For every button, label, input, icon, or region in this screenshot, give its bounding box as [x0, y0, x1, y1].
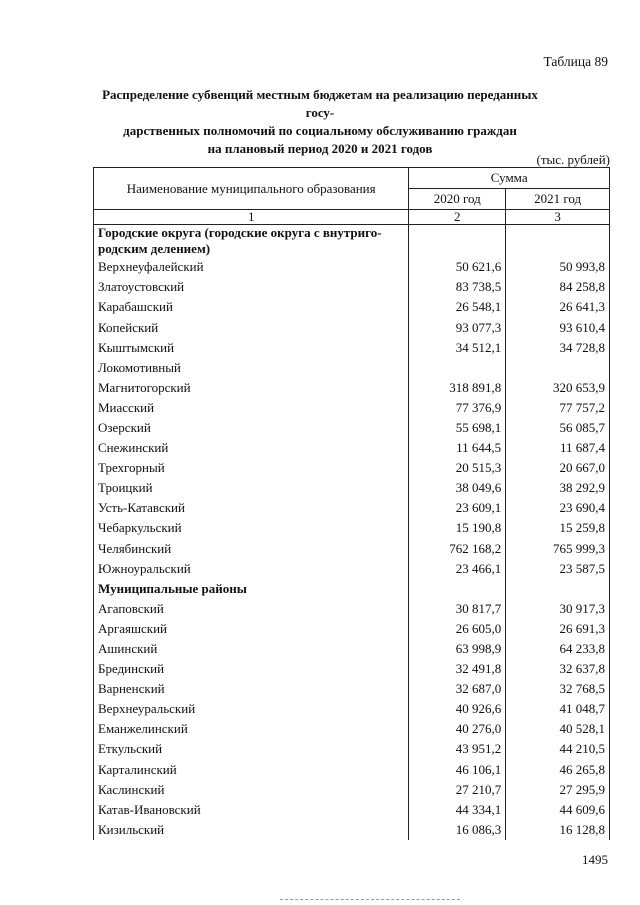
municipality-name: Златоустовский — [94, 277, 409, 297]
amount-2020: 20 515,3 — [409, 458, 506, 478]
municipality-name: Магнитогорский — [94, 378, 409, 398]
table-row — [94, 659, 610, 679]
amount-2020: 32 491,8 — [409, 659, 506, 679]
table-row — [94, 559, 610, 579]
amount-2021: 40 528,1 — [506, 719, 610, 739]
table-row — [94, 498, 610, 518]
table-row — [94, 297, 610, 317]
amount-2021: 26 641,3 — [506, 297, 610, 317]
table-row — [94, 277, 610, 297]
amount-2021: 56 085,7 — [506, 418, 610, 438]
municipality-name: Челябинский — [94, 539, 409, 559]
amount-2020 — [409, 579, 506, 599]
amount-2021: 50 993,8 — [506, 257, 610, 277]
amount-2020: 30 817,7 — [409, 599, 506, 619]
amount-2021: 765 999,3 — [506, 539, 610, 559]
table-row — [94, 719, 610, 739]
amount-2020: 77 376,9 — [409, 398, 506, 418]
header-sum: Сумма — [409, 168, 610, 189]
municipality-name: Верхнеуфалейский — [94, 257, 409, 277]
column-number: 3 — [506, 210, 610, 225]
amount-2020: 762 168,2 — [409, 539, 506, 559]
amount-2020: 50 621,6 — [409, 257, 506, 277]
municipality-name: Карталинский — [94, 760, 409, 780]
amount-2021: 320 653,9 — [506, 378, 610, 398]
amount-2020: 23 609,1 — [409, 498, 506, 518]
amount-2021: 20 667,0 — [506, 458, 610, 478]
amount-2020 — [409, 225, 506, 258]
table-row — [94, 317, 610, 337]
header-name-column: Наименование муниципального образования — [94, 168, 409, 210]
amount-2021: 23 690,4 — [506, 498, 610, 518]
amount-2020: 43 951,2 — [409, 739, 506, 759]
municipality-name: Карабашский — [94, 297, 409, 317]
municipality-name: Варненский — [94, 679, 409, 699]
municipality-name: Брединский — [94, 659, 409, 679]
amount-2021: 26 691,3 — [506, 619, 610, 639]
amount-2021: 32 637,8 — [506, 659, 610, 679]
amount-2021 — [506, 225, 610, 258]
units-label: (тыс. рублей) — [536, 152, 610, 167]
amount-2020: 83 738,5 — [409, 277, 506, 297]
table-row — [94, 338, 610, 358]
amount-2020: 46 106,1 — [409, 760, 506, 780]
header-year-2020: 2020 год — [409, 189, 506, 210]
amount-2021: 64 233,8 — [506, 639, 610, 659]
amount-2021: 44 609,6 — [506, 800, 610, 820]
table-row — [94, 257, 610, 277]
amount-2020: 93 077,3 — [409, 317, 506, 337]
table-row — [94, 599, 610, 619]
amount-2020 — [409, 358, 506, 378]
amount-2020: 63 998,9 — [409, 639, 506, 659]
title-line: на плановый период 2020 и 2021 годов — [207, 141, 433, 156]
column-number: 2 — [409, 210, 506, 225]
amount-2021: 93 610,4 — [506, 317, 610, 337]
municipality-name: Усть-Катавский — [94, 498, 409, 518]
table-row — [94, 639, 610, 659]
amount-2020: 40 926,6 — [409, 699, 506, 719]
municipality-name: Еткульский — [94, 739, 409, 759]
table-row — [94, 398, 610, 418]
amount-2021: 16 128,8 — [506, 820, 610, 840]
municipality-name: Миасский — [94, 398, 409, 418]
municipality-name: Каслинский — [94, 780, 409, 800]
amount-2021: 38 292,9 — [506, 478, 610, 498]
municipality-name: Копейский — [94, 317, 409, 337]
table-row — [94, 418, 610, 438]
amount-2021: 15 259,8 — [506, 518, 610, 538]
section-row — [94, 579, 610, 599]
municipality-name: Озерский — [94, 418, 409, 438]
amount-2020: 11 644,5 — [409, 438, 506, 458]
municipality-name: Южноуральский — [94, 559, 409, 579]
municipality-name: Кизильский — [94, 820, 409, 840]
table-row — [94, 478, 610, 498]
table-row — [94, 739, 610, 759]
municipality-name: Еманжелинский — [94, 719, 409, 739]
section-row — [94, 225, 610, 258]
title-line: Распределение субвенций местным бюджетам на реализацию переданных госу- — [102, 87, 538, 120]
municipality-name: Аргаяшский — [94, 619, 409, 639]
amount-2021: 41 048,7 — [506, 699, 610, 719]
subvention-table — [93, 167, 610, 840]
header-year-2021: 2021 год — [506, 189, 610, 210]
table-row — [94, 458, 610, 478]
amount-2021 — [506, 358, 610, 378]
municipality-name: Троицкий — [94, 478, 409, 498]
amount-2021: 30 917,3 — [506, 599, 610, 619]
table-row — [94, 800, 610, 820]
document-title — [90, 86, 550, 158]
municipality-name: Снежинский — [94, 438, 409, 458]
amount-2021: 11 687,4 — [506, 438, 610, 458]
amount-2020: 38 049,6 — [409, 478, 506, 498]
municipality-name: Агаповский — [94, 599, 409, 619]
amount-2020: 34 512,1 — [409, 338, 506, 358]
page-number: 1495 — [582, 852, 608, 867]
table-row — [94, 760, 610, 780]
amount-2021: 23 587,5 — [506, 559, 610, 579]
column-number: 1 — [94, 210, 409, 225]
amount-2021: 77 757,2 — [506, 398, 610, 418]
amount-2021 — [506, 579, 610, 599]
amount-2020: 55 698,1 — [409, 418, 506, 438]
table-body — [94, 225, 610, 840]
table-row — [94, 780, 610, 800]
table-row — [94, 619, 610, 639]
amount-2020: 23 466,1 — [409, 559, 506, 579]
table-row — [94, 438, 610, 458]
municipality-name: Городские округа (городские округа с внутриго-родским делением) — [94, 225, 409, 258]
amount-2020: 16 086,3 — [409, 820, 506, 840]
municipality-name: Чебаркульский — [94, 518, 409, 538]
municipality-name: Ашинский — [94, 639, 409, 659]
table-row — [94, 518, 610, 538]
amount-2021: 84 258,8 — [506, 277, 610, 297]
amount-2020: 318 891,8 — [409, 378, 506, 398]
table-row — [94, 378, 610, 398]
table-row — [94, 679, 610, 699]
municipality-name: Верхнеуральский — [94, 699, 409, 719]
amount-2020: 26 548,1 — [409, 297, 506, 317]
bottom-rule — [280, 899, 460, 900]
amount-2020: 27 210,7 — [409, 780, 506, 800]
table-row — [94, 539, 610, 559]
municipality-name: Катав-Ивановский — [94, 800, 409, 820]
amount-2021: 44 210,5 — [506, 739, 610, 759]
amount-2020: 44 334,1 — [409, 800, 506, 820]
title-line: дарственных полномочий по социальному обслуживанию граждан — [123, 123, 517, 138]
amount-2020: 40 276,0 — [409, 719, 506, 739]
table-row — [94, 358, 610, 378]
municipality-name: Муниципальные районы — [94, 579, 409, 599]
amount-2020: 15 190,8 — [409, 518, 506, 538]
municipality-name: Трехгорный — [94, 458, 409, 478]
amount-2020: 32 687,0 — [409, 679, 506, 699]
amount-2021: 27 295,9 — [506, 780, 610, 800]
amount-2020: 26 605,0 — [409, 619, 506, 639]
amount-2021: 46 265,8 — [506, 760, 610, 780]
table-row — [94, 820, 610, 840]
municipality-name: Кыштымский — [94, 338, 409, 358]
amount-2021: 32 768,5 — [506, 679, 610, 699]
table-row — [94, 699, 610, 719]
table-label: Таблица 89 — [543, 54, 608, 69]
municipality-name: Локомотивный — [94, 358, 409, 378]
amount-2021: 34 728,8 — [506, 338, 610, 358]
